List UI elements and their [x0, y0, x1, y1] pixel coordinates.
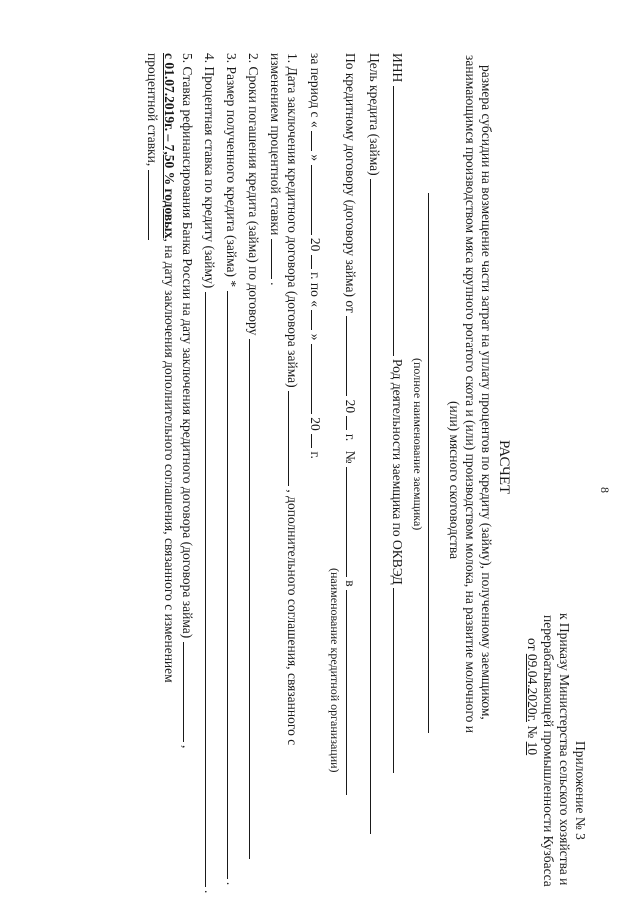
item-3-field[interactable] — [227, 290, 228, 878]
item-1-line-1 — [284, 53, 300, 745]
contract-year-prefix: 20 — [343, 399, 358, 413]
contract-number-field[interactable] — [346, 466, 347, 576]
appendix-line-1: Приложение № 3 — [573, 740, 588, 840]
item-5-line-2 — [161, 53, 177, 683]
contract-year-suffix: г. — [343, 433, 358, 441]
item-1-tail: , дополнительного соглашения, связанного с — [285, 488, 300, 745]
period-end-year[interactable] — [311, 434, 312, 448]
subtitle-line-1: размера субсидии на возмещение части затрат на уплату процентов по кредиту (займу), полученному заемщиком, — [479, 64, 494, 720]
bank-field[interactable] — [346, 589, 347, 794]
appendix-line-3: перерабатывающей промышленности Кузбасса — [541, 614, 556, 887]
period-prefix: за период с « — [308, 52, 323, 128]
item-1-field[interactable] — [288, 391, 289, 486]
item-5-line-3 — [144, 53, 160, 240]
item-4-row: 4. Процентная ставка по кредиту (займу) . — [202, 52, 217, 893]
period-year-prefix: 20 — [308, 237, 323, 251]
item-3-label: 3. Размер полученного кредита (займа) * — [224, 52, 239, 287]
contract-date-field[interactable] — [346, 316, 347, 396]
item-4-label: 4. Процентная ставка по кредиту (займу) — [202, 52, 217, 288]
item-3-row: 3. Размер полученного кредита (займа) * . — [224, 52, 239, 885]
period-start-day[interactable] — [311, 131, 312, 151]
bank-caption: (наименование кредитной организации) — [328, 567, 342, 773]
item-5-line-1: 5. Ставка рефинансирования Банка России на дату заключения кредитного договора (договора займа) , — [180, 52, 195, 748]
okved-field[interactable] — [393, 588, 394, 773]
period-row — [307, 53, 323, 459]
purpose-row — [366, 53, 382, 834]
purpose-field[interactable] — [370, 179, 371, 834]
purpose-label: Цель кредита (займа) — [367, 52, 382, 176]
page-number: 8 — [598, 486, 612, 493]
item-1-label: 1. Дата заключения кредитного договора (договора займа) — [285, 52, 300, 388]
contract-row — [342, 53, 358, 795]
period-start-month[interactable] — [311, 164, 312, 234]
rotated-document — [20, 13, 620, 893]
subtitle-line-3: (или) мясного скотоводства — [447, 400, 462, 559]
okved-label: Род деятельности заемщика по ОКВЭД — [390, 358, 405, 585]
period-year-suffix-2: г. — [308, 451, 323, 459]
item-5-field-3[interactable] — [148, 169, 149, 239]
appendix-number: 10 — [525, 741, 540, 755]
inn-field[interactable] — [393, 85, 394, 355]
inn-row — [389, 53, 405, 773]
borrower-name-line — [428, 193, 430, 733]
appendix-date: 09.04.2020г. — [525, 653, 540, 722]
period-year-prefix-2: 20 — [308, 416, 323, 431]
appendix-number-label: № — [525, 724, 540, 738]
appendix-line-2: к Приказу Министерства сельского хозяйства и — [557, 612, 572, 885]
item-1-field-2[interactable] — [271, 238, 272, 278]
item-5-rate: с 01.07.2019г. – 7,50 % годовых — [162, 52, 177, 238]
item-5-label: 5. Ставка рефинансирования Банка России на дату заключения кредитного договора (договора займа) — [180, 52, 195, 638]
item-2-field[interactable] — [249, 338, 250, 858]
inn-label: ИНН — [390, 52, 405, 82]
item-5-field[interactable] — [183, 641, 184, 741]
subtitle-line-2: занимающимся производством мяса крупного рогатого скота и (или) производством молока, на развитие молочного и — [463, 54, 478, 733]
item-5-label-3: процентной ставки, — [145, 52, 160, 166]
contract-year-field[interactable] — [346, 416, 347, 430]
item-2-row — [245, 53, 261, 859]
period-quote-close-2: » — [308, 333, 323, 340]
contract-number-label: № — [343, 450, 358, 463]
period-year-suffix: г. по « — [308, 271, 323, 307]
period-quote-close: » — [308, 153, 323, 161]
period-end-month[interactable] — [311, 343, 312, 413]
item-1-line-2: изменением процентной ставки . — [268, 52, 283, 285]
appendix-line-4 — [524, 638, 540, 755]
item-2-label: 2. Сроки погашения кредита (займа) по договору — [246, 52, 261, 335]
contract-in-label: в — [343, 579, 358, 587]
document-title: РАСЧЕТ — [496, 439, 512, 494]
period-end-day[interactable] — [311, 310, 312, 330]
period-start-year[interactable] — [311, 254, 312, 268]
item-1-label-2: изменением процентной ставки — [268, 52, 283, 235]
borrower-caption: (полное наименование заемщика) — [411, 357, 425, 530]
item-5-rest: , на дату заключения дополнительного соглашения, связанного с изменением — [162, 237, 177, 683]
contract-prefix: По кредитному договору (договору займа) от — [343, 52, 358, 313]
item-4-field[interactable] — [205, 291, 206, 886]
appendix-date-prefix: от — [525, 637, 540, 650]
